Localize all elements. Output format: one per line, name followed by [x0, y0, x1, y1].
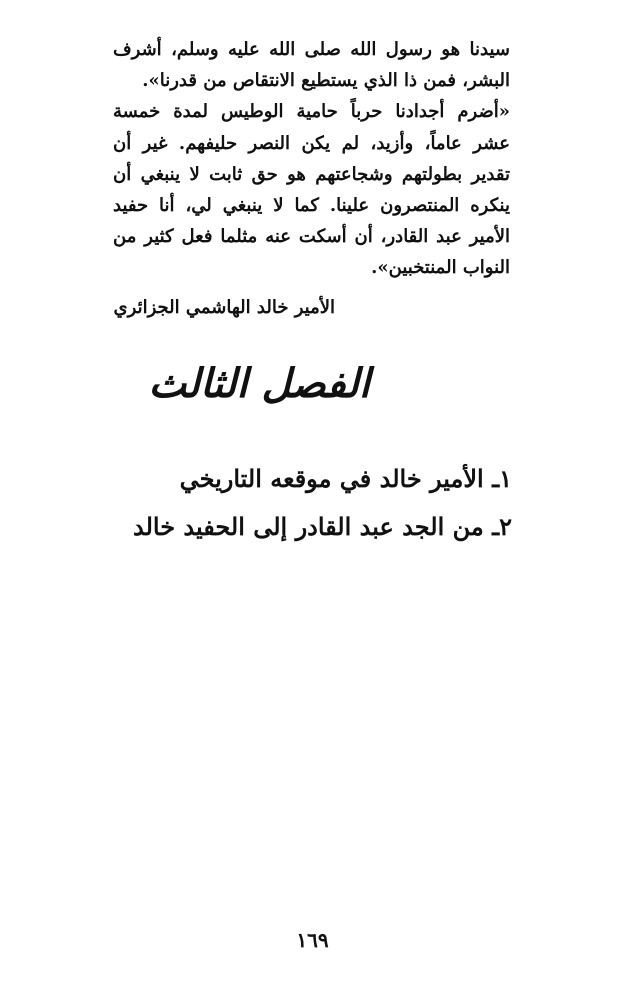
contents-item-2: ٢ـ من الجد عبد القادر إلى الحفيد خالد: [133, 512, 512, 541]
author-signature: الأمير خالد الهاشمي الجزائري: [113, 297, 335, 318]
chapter-title: الفصل الثالث: [148, 360, 370, 407]
contents-item-1: ١ـ الأمير خالد في موقعه التاريخي: [179, 464, 512, 493]
page-number: ١٦٩: [296, 928, 329, 952]
paragraph-1: سيدنا هو رسول الله صلى الله عليه وسلم، أشرف البشر، فمن ذا الذي يستطيع الانتقاص من قدرنا».: [113, 39, 510, 92]
paragraph-2: «أضرم أجدادنا حرباً حامية الوطيس لمدة خمسة عشر عاماً، وأزيد، لم يكن النصر حليفهم. غير أن تقدير بطولتهم وشجاعتهم هو حق ثابت لا ينبغي أن ينكره المنتصرون علينا. كما لا ينبغي لي، أنا حفيد الأمير عبد القادر، أن أسكت عنه مثلما فعل كثير من النواب المنتخبين».: [113, 101, 510, 279]
body-text: [113, 34, 510, 284]
chapter-contents: [133, 455, 512, 551]
